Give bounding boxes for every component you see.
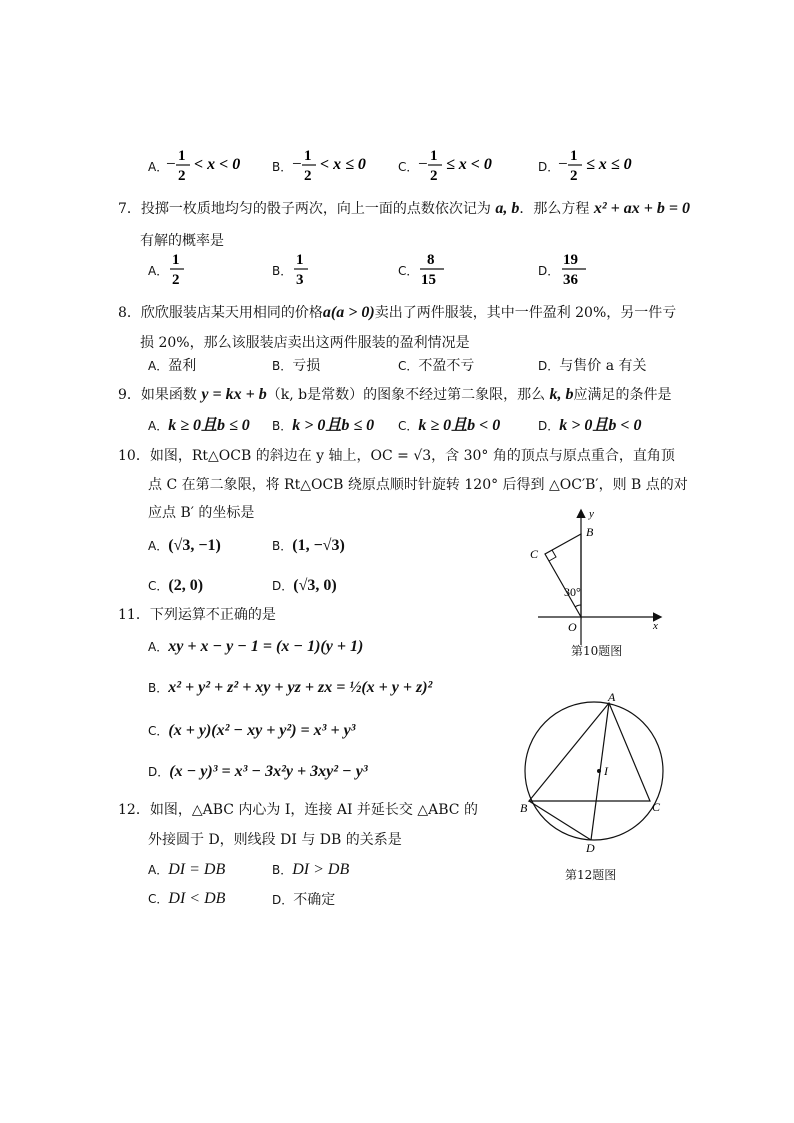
q9-text-1: 如果函数: [140, 387, 197, 403]
q10-option-c: C．(2, 0): [148, 577, 204, 594]
q10-line-3: 应点 B′ 的坐标是: [148, 505, 255, 521]
q9-option-b: B．k > 0且b ≤ 0: [272, 417, 375, 434]
q7-option-d-expr: [560, 248, 596, 290]
q9-text-2: （k, b是常数）的图象不经过第二象限，那么: [266, 387, 546, 403]
svg-text:2: 2: [570, 168, 578, 184]
q6-option-a-expr: [166, 144, 266, 186]
q12-number: 12．: [118, 802, 150, 818]
q11-option-a: A．xy + x − y − 1 = (x − 1)(y + 1): [148, 638, 364, 655]
q11-option-b: B．x² + y² + z² + xy + yz + zx = ½(x + y + z)²: [148, 679, 433, 696]
q10-line-1: 10．如图，Rt△OCB 的斜边在 y 轴上，OC = √3，含 30° 角的顶点与原点重合，直角顶: [118, 448, 675, 464]
line-bd: [529, 801, 591, 840]
q12-option-a: A．DI = DB: [148, 861, 226, 878]
label-30: 30°: [564, 585, 581, 599]
angle-arc: [575, 605, 581, 607]
q6-option-c-label: C．: [398, 160, 419, 174]
q10-figure: [520, 505, 670, 655]
svg-text:−: −: [292, 154, 302, 173]
q12-option-d: D．不确定: [272, 892, 336, 908]
svg-text:1: 1: [304, 148, 312, 164]
svg-text:1: 1: [430, 148, 438, 164]
svg-text:< x ≤ 0: < x ≤ 0: [320, 156, 366, 173]
q7-option-b-expr: [292, 248, 322, 290]
q9-expr: y = kx + b: [201, 386, 267, 403]
q9-vars: k, b: [549, 386, 574, 403]
q7-text-1: 投掷一枚质地均匀的骰子两次，向上一面的点数依次记为: [140, 201, 491, 217]
incenter-point: [597, 769, 601, 773]
svg-text:1: 1: [178, 148, 186, 164]
q7-option-a-label: A．: [148, 264, 169, 278]
svg-text:3: 3: [296, 272, 304, 288]
q12-figure: [510, 690, 680, 855]
q8-line-1: [118, 303, 676, 323]
svg-text:2: 2: [430, 168, 438, 184]
q10-option-d: D．(√3, 0): [272, 577, 337, 594]
label-b: B: [586, 525, 594, 539]
q10-option-b: B．(1, −√3): [272, 537, 345, 554]
q7-option-a-expr: [168, 248, 198, 290]
label-x: x: [653, 620, 658, 632]
q7-text-2: ．那么方程: [519, 201, 590, 217]
q9-option-c: C．k ≥ 0且b < 0: [398, 417, 501, 434]
q12-line-2: 外接圆于 D，则线段 DI 与 DB 的关系是: [148, 832, 402, 848]
q6-option-d-label: D．: [538, 160, 560, 174]
svg-text:2: 2: [172, 272, 180, 288]
q10-option-a: A．(√3, −1): [148, 537, 221, 554]
label-o: O: [568, 620, 577, 634]
q8-number: 8．: [118, 305, 141, 321]
q9-line-1: [118, 385, 672, 405]
svg-text:≤ x ≤ 0: ≤ x ≤ 0: [586, 156, 632, 173]
q7-text-3: 有解的概率是: [140, 233, 224, 249]
q8-expr: a(a > 0): [322, 304, 375, 321]
triangle-abc: [529, 703, 650, 801]
q12-option-b: B．DI > DB: [272, 861, 350, 878]
q10-number: 10．: [118, 448, 150, 464]
q8-text-2: 卖出了两件服装，其中一件盈利 20%，另一件亏: [374, 305, 677, 321]
svg-text:2: 2: [304, 168, 312, 184]
q10-figure-caption: 第10题图: [571, 644, 623, 658]
q8-option-a: A．盈利: [148, 358, 197, 374]
q6-option-d-expr: [558, 144, 658, 186]
q7-number: 7．: [118, 201, 141, 217]
triangle-ocb: [545, 534, 581, 617]
q6-option-b-expr: [292, 144, 392, 186]
q6-option-a-label: A．: [148, 160, 169, 174]
q11-option-c: C．(x + y)(x² − xy + y²) = x³ + y³: [148, 722, 356, 739]
q6-option-c-expr: [418, 144, 518, 186]
q8-option-b: B．亏损: [272, 358, 321, 374]
q11-line-1: 11．下列运算不正确的是: [118, 607, 276, 623]
q7-option-c-label: C．: [398, 264, 419, 278]
q7-option-b-label: B．: [272, 264, 293, 278]
label-c: C: [530, 547, 539, 561]
svg-text:19: 19: [563, 252, 578, 268]
svg-text:15: 15: [421, 272, 436, 288]
q6-option-b-label: B．: [272, 160, 293, 174]
label-a: A: [608, 690, 616, 704]
svg-text:−: −: [418, 154, 428, 173]
label-b: B: [520, 801, 528, 815]
svg-text:36: 36: [563, 272, 578, 288]
q9-text-3: 应满足的条件是: [573, 387, 672, 403]
svg-text:< x < 0: < x < 0: [194, 156, 241, 173]
label-y: y: [589, 508, 594, 520]
q7-vars: a, b: [495, 200, 520, 217]
q7-option-c-expr: [418, 248, 454, 290]
label-i: I: [604, 764, 608, 778]
q8-text-3: 损 20%，那么该服装店卖出这两件服装的盈利情况是: [140, 335, 470, 351]
svg-text:8: 8: [427, 252, 435, 268]
svg-text:1: 1: [172, 252, 180, 268]
q10-line-2: 点 C 在第二象限，将 Rt△OCB 绕原点顺时针旋转 120° 后得到 △OC′B′，则 B 点的对: [148, 477, 688, 493]
svg-text:2: 2: [178, 168, 186, 184]
q9-option-a: A．k ≥ 0且b ≤ 0: [148, 417, 250, 434]
svg-text:1: 1: [296, 252, 304, 268]
q12-figure-caption: 第12题图: [565, 868, 617, 882]
svg-text:−: −: [166, 154, 176, 173]
q7-line-1: [118, 199, 690, 219]
q12-option-c: C．DI < DB: [148, 890, 226, 907]
label-d: D: [586, 841, 595, 855]
q11-number: 11．: [118, 607, 150, 623]
svg-text:−: −: [558, 154, 568, 173]
label-c: C: [652, 800, 661, 814]
q7-equation: x² + ax + b = 0: [593, 200, 690, 217]
q9-number: 9．: [118, 387, 141, 403]
svg-text:≤ x < 0: ≤ x < 0: [446, 156, 492, 173]
q7-option-d-label: D．: [538, 264, 560, 278]
q9-option-d: D．k > 0且b < 0: [538, 417, 642, 434]
q11-option-d: D．(x − y)³ = x³ − 3x²y + 3xy² − y³: [148, 763, 368, 780]
q12-line-1: 12．如图，△ABC 内心为 I，连接 AI 并延长交 △ABC 的: [118, 802, 478, 818]
svg-text:1: 1: [570, 148, 578, 164]
q8-option-c: C．不盈不亏: [398, 358, 475, 374]
q8-option-d: D．与售价 a 有关: [538, 358, 647, 374]
q8-text-1: 欣欣服装店某天用相同的价格: [140, 305, 323, 321]
